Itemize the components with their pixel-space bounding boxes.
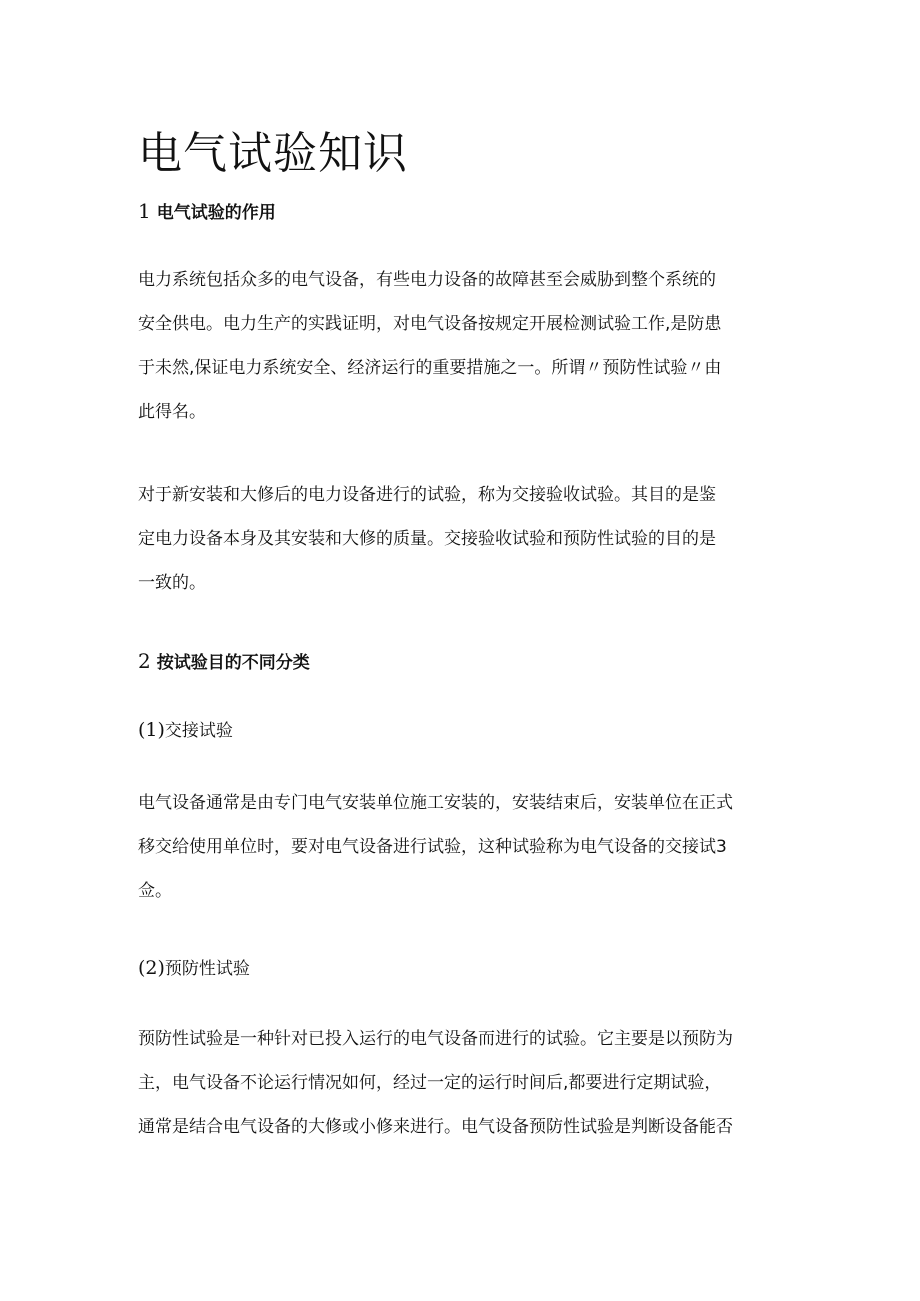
text-line: 通常是结合电气设备的大修或小修来进行。电气设备预防性试验是判断设备能否 [138, 1117, 733, 1137]
text-line: 佥。 [138, 881, 172, 901]
text-line: 于未然,保证电力系统安全、经济运行的重要措施之一。所谓〃预防性试验〃由 [138, 358, 722, 378]
subsection-2-heading [138, 955, 250, 982]
subsection-1-paragraph [138, 790, 788, 922]
section-heading-text: 按试验目的不同分类 [156, 653, 310, 673]
section-1-paragraph-1 [138, 267, 788, 443]
text-line: 预防性试验是一种针对已投入运行的电气设备而进行的试验。它主要是以预防为 [138, 1029, 733, 1049]
text-line: 电气设备通常是由专门电气安装单位施工安装的，安装结束后，安装单位在正式 [138, 793, 733, 813]
text-line: 电力系统包括众多的电气设备，有些电力设备的故障甚至会威胁到整个系统的 [138, 270, 716, 290]
subsection-heading-text: 预防性试验 [164, 959, 250, 979]
text-line: 安全供电。电力生产的实践证明，对电气设备按规定开展检测试验工作,是防患 [138, 314, 722, 334]
subsection-2-paragraph [138, 1026, 788, 1158]
subsection-number: (2) [138, 957, 165, 979]
document-title: 电气试验知识 [138, 128, 408, 179]
text-line: 主，电气设备不论运行情况如何，经过一定的运行时间后,都要进行定期试验， [138, 1073, 722, 1093]
subsection-1-heading [138, 717, 233, 744]
text-line: 此得名。 [138, 402, 206, 422]
subsection-heading-text: 交接试验 [164, 721, 233, 741]
section-number: 1 [138, 199, 151, 223]
text-line: 移交给使用单位时，要对电气设备进行试验，这种试验称为电气设备的交接试3 [138, 837, 727, 857]
section-1-heading [138, 198, 276, 226]
section-2-heading [138, 648, 310, 676]
section-1-paragraph-2 [138, 482, 788, 614]
text-line: 对于新安装和大修后的电力设备进行的试验，称为交接验收试验。其目的是鉴 [138, 485, 716, 505]
text-line: 定电力设备本身及其安装和大修的质量。交接验收试验和预防性试验的目的是 [138, 529, 716, 549]
section-number: 2 [138, 649, 151, 673]
text-line: 一致的。 [138, 573, 206, 593]
section-heading-text: 电气试验的作用 [156, 203, 276, 223]
subsection-number: (1) [138, 719, 165, 741]
